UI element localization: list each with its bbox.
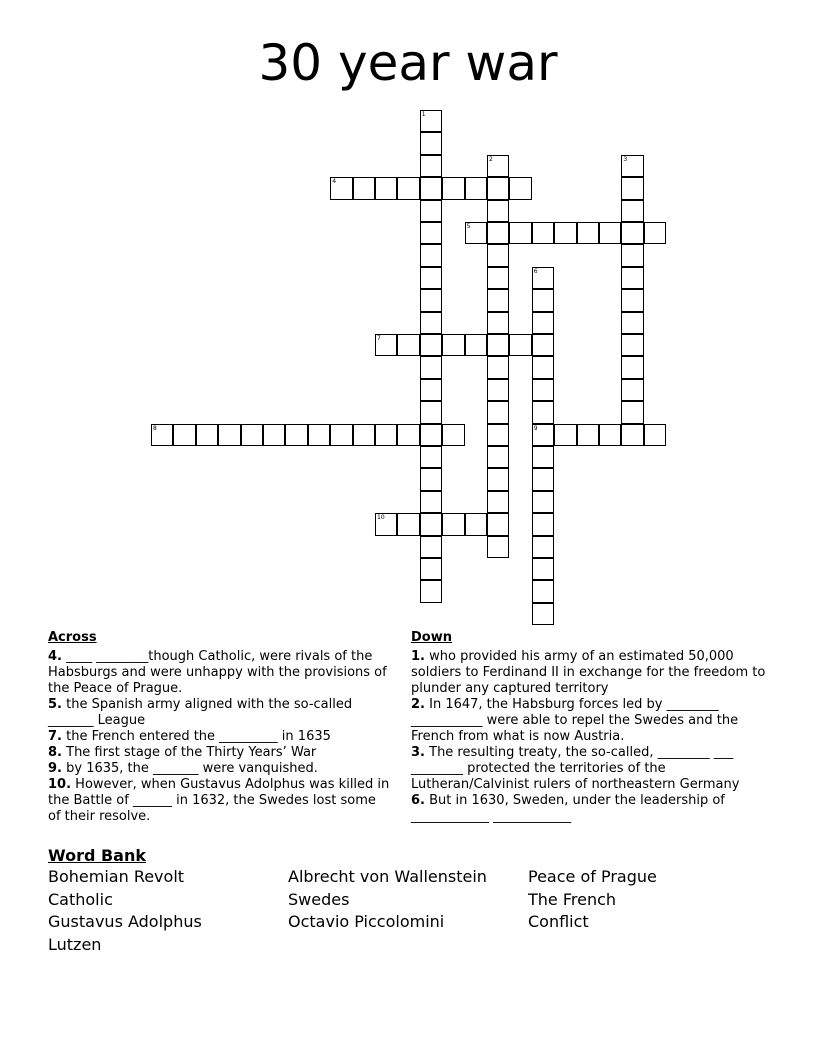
crossword-cell[interactable] xyxy=(420,424,442,446)
crossword-cell[interactable] xyxy=(621,200,643,222)
crossword-cell[interactable] xyxy=(420,513,442,535)
clue-number-label: 3 xyxy=(623,155,628,163)
crossword-cell[interactable] xyxy=(151,424,173,446)
across-clue-list xyxy=(48,649,390,825)
crossword-cell[interactable] xyxy=(487,491,509,513)
crossword-cell[interactable] xyxy=(420,379,442,401)
crossword-cell[interactable] xyxy=(420,491,442,513)
crossword-cell[interactable] xyxy=(420,356,442,378)
crossword-cell[interactable] xyxy=(487,244,509,266)
clue-number-label: 9 xyxy=(533,424,538,432)
clue-text: The first stage of the Thirty Years’ War xyxy=(66,745,317,760)
crossword-cell[interactable] xyxy=(621,222,643,244)
clue-number: 2. xyxy=(411,697,425,712)
crossword-cell[interactable] xyxy=(532,222,554,244)
clue-number-label: 10 xyxy=(377,514,385,522)
crossword-cell[interactable] xyxy=(487,200,509,222)
crossword-cell[interactable] xyxy=(442,513,464,535)
clue-number: 6. xyxy=(411,793,425,808)
clue-number: 3. xyxy=(411,745,425,760)
crossword-cell[interactable] xyxy=(420,558,442,580)
crossword-cell[interactable] xyxy=(487,155,509,177)
crossword-cell[interactable] xyxy=(487,289,509,311)
down-clue xyxy=(411,697,766,745)
crossword-cell[interactable] xyxy=(621,379,643,401)
crossword-cell[interactable] xyxy=(285,424,307,446)
crossword-cell[interactable] xyxy=(621,289,643,311)
crossword-cell[interactable] xyxy=(487,177,509,199)
across-clue xyxy=(48,697,390,729)
crossword-cell[interactable] xyxy=(465,177,487,199)
crossword-cell[interactable] xyxy=(621,177,643,199)
crossword-cell[interactable] xyxy=(621,424,643,446)
clue-number-label: 5 xyxy=(466,223,471,230)
word-bank-item: Bohemian Revolt xyxy=(48,867,185,886)
word-bank-item: The French xyxy=(528,889,617,909)
crossword-cell[interactable] xyxy=(420,580,442,602)
across-clues xyxy=(48,630,390,825)
crossword-cell[interactable] xyxy=(487,536,509,558)
clue-text: However, when Gustavus Adolphus was killed in the Battle of ______ in 1632, the Swedes lost some of their resolve. xyxy=(48,777,390,824)
across-clue xyxy=(48,761,390,777)
clue-text: the French entered the _________ in 1635 xyxy=(66,729,331,744)
crossword-cell[interactable] xyxy=(577,424,599,446)
crossword-cell[interactable] xyxy=(532,379,554,401)
crossword-cell[interactable] xyxy=(487,222,509,244)
clue-text: In 1647, the Habsburg forces led by ________ ___________ were able to repel the Swedes and the French from what is now Austria. xyxy=(411,697,739,744)
crossword-cell[interactable] xyxy=(420,244,442,266)
clue-number-label: 2 xyxy=(489,155,493,163)
down-clue-list xyxy=(411,649,766,825)
clue-number-label: 8 xyxy=(153,424,157,432)
crossword-cell[interactable] xyxy=(532,580,554,602)
across-clue xyxy=(48,729,390,745)
clue-number: 9. xyxy=(48,761,62,776)
crossword-cell[interactable] xyxy=(487,312,509,334)
crossword-cell[interactable] xyxy=(487,513,509,535)
crossword-cell[interactable] xyxy=(509,334,531,356)
crossword-cell[interactable] xyxy=(599,424,621,446)
crossword-cell[interactable] xyxy=(532,424,554,446)
crossword-cell[interactable] xyxy=(621,267,643,289)
across-clue xyxy=(48,777,390,825)
crossword-cell[interactable] xyxy=(375,424,397,446)
crossword-cell[interactable] xyxy=(420,289,442,311)
clue-number-label: 1 xyxy=(421,111,426,118)
crossword-cell[interactable] xyxy=(532,536,554,558)
down-heading: Down xyxy=(411,630,452,645)
clue-number-label: 7 xyxy=(377,335,381,342)
crossword-cell[interactable] xyxy=(487,356,509,378)
across-clue xyxy=(48,649,390,697)
word-bank-item: Albrecht von Wallenstein xyxy=(288,867,487,886)
crossword-cell[interactable] xyxy=(420,177,442,199)
crossword-cell[interactable] xyxy=(420,222,442,244)
crossword-cell[interactable] xyxy=(353,177,375,199)
crossword-cell[interactable] xyxy=(420,267,442,289)
crossword-cell[interactable] xyxy=(621,334,643,356)
crossword-cell[interactable] xyxy=(532,446,554,468)
crossword-cell[interactable] xyxy=(397,177,419,199)
crossword-cell[interactable] xyxy=(487,267,509,289)
crossword-cell[interactable] xyxy=(487,424,509,446)
crossword-cell[interactable] xyxy=(621,244,643,266)
down-clue xyxy=(411,745,766,793)
across-heading: Across xyxy=(48,630,97,645)
crossword-cell[interactable] xyxy=(420,132,442,154)
crossword-cell[interactable] xyxy=(375,177,397,199)
crossword-cell[interactable] xyxy=(621,312,643,334)
crossword-cell[interactable] xyxy=(375,513,397,535)
crossword-cell[interactable] xyxy=(442,334,464,356)
crossword-cell[interactable] xyxy=(218,424,240,446)
clue-text: who provided his army of an estimated 50,000 soldiers to Ferdinand II in exchange for the freedom to plunder any captured territory xyxy=(411,649,766,696)
down-clues xyxy=(411,630,766,825)
crossword-cell[interactable] xyxy=(554,424,576,446)
crossword-cell[interactable] xyxy=(532,491,554,513)
crossword-cell[interactable] xyxy=(532,401,554,423)
clue-text: ____ ________though Catholic, were rivals of the Habsburgs and were unhappy with the provisions of the Peace of Prague. xyxy=(48,649,387,696)
crossword-cell[interactable] xyxy=(532,468,554,490)
crossword-cell[interactable] xyxy=(532,334,554,356)
crossword-cell[interactable] xyxy=(644,424,666,446)
crossword-cell[interactable] xyxy=(465,334,487,356)
crossword-cell[interactable] xyxy=(442,177,464,199)
crossword-cell[interactable] xyxy=(577,222,599,244)
crossword-cell[interactable] xyxy=(330,177,352,199)
crossword-cell[interactable] xyxy=(330,424,352,446)
crossword-cell[interactable] xyxy=(442,424,464,446)
crossword-cell[interactable] xyxy=(263,424,285,446)
crossword-cell[interactable] xyxy=(621,401,643,423)
crossword-cell[interactable] xyxy=(621,356,643,378)
crossword-cell[interactable] xyxy=(397,334,419,356)
crossword-cell[interactable] xyxy=(397,513,419,535)
crossword-cell[interactable] xyxy=(465,222,487,244)
crossword-cell[interactable] xyxy=(196,424,218,446)
word-bank-title: Word Bank xyxy=(48,846,147,865)
word-bank-item: Lutzen xyxy=(48,934,102,954)
clue-text: The resulting treaty, the so-called, ________ ___ ________ protected the territories of the Lutheran/Calvinist rulers of northeastern Germany xyxy=(411,745,740,792)
crossword-cell[interactable] xyxy=(487,334,509,356)
word-bank-item: Peace of Prague xyxy=(528,867,657,886)
crossword-cell[interactable] xyxy=(644,222,666,244)
down-clue xyxy=(411,649,766,697)
clue-number-label: 6 xyxy=(533,267,538,275)
crossword-cell[interactable] xyxy=(241,424,263,446)
word-bank-item: Swedes xyxy=(288,889,350,909)
crossword-cell[interactable] xyxy=(487,468,509,490)
word-bank-item: Conflict xyxy=(528,912,589,931)
clue-number: 10. xyxy=(48,777,72,792)
crossword-cell[interactable] xyxy=(420,110,442,132)
crossword-cell[interactable] xyxy=(487,379,509,401)
crossword-cell[interactable] xyxy=(532,558,554,580)
clue-number: 1. xyxy=(411,649,425,664)
crossword-cell[interactable] xyxy=(420,334,442,356)
word-bank-item: Octavio Piccolomini xyxy=(288,912,445,931)
word-bank-item: Catholic xyxy=(48,889,113,909)
clue-text: the Spanish army aligned with the so-called _______ League xyxy=(48,697,353,728)
crossword-cell[interactable] xyxy=(353,424,375,446)
crossword-cell[interactable] xyxy=(420,155,442,177)
word-bank-list xyxy=(48,866,768,956)
clue-number: 4. xyxy=(48,649,62,664)
crossword-cell[interactable] xyxy=(420,401,442,423)
crossword-cell[interactable] xyxy=(465,513,487,535)
clue-number: 5. xyxy=(48,697,62,712)
clue-text: by 1635, the _______ were vanquished. xyxy=(66,761,318,776)
crossword-cell[interactable] xyxy=(308,424,330,446)
across-clue xyxy=(48,745,390,761)
crossword-cell[interactable] xyxy=(487,401,509,423)
clue-number: 8. xyxy=(48,745,62,760)
crossword-cell[interactable] xyxy=(532,603,554,625)
clue-number-label: 4 xyxy=(332,178,337,186)
word-bank-item: Gustavus Adolphus xyxy=(48,912,202,931)
down-clue xyxy=(411,793,766,825)
word-bank xyxy=(48,846,768,956)
clue-number: 7. xyxy=(48,729,62,744)
crossword-cell[interactable] xyxy=(532,513,554,535)
crossword-cell[interactable] xyxy=(420,536,442,558)
crossword-cell[interactable] xyxy=(532,289,554,311)
crossword-cell[interactable] xyxy=(509,222,531,244)
crossword-cell[interactable] xyxy=(420,468,442,490)
crossword-cell[interactable] xyxy=(532,312,554,334)
crossword-cell[interactable] xyxy=(554,222,576,244)
crossword-cell[interactable] xyxy=(420,312,442,334)
crossword-cell[interactable] xyxy=(532,267,554,289)
crossword-cell[interactable] xyxy=(532,356,554,378)
crossword-cell[interactable] xyxy=(397,424,419,446)
crossword-cell[interactable] xyxy=(487,446,509,468)
crossword-cell[interactable] xyxy=(173,424,195,446)
page-title: 30 year war xyxy=(258,34,558,92)
crossword-cell[interactable] xyxy=(375,334,397,356)
crossword-cell[interactable] xyxy=(621,155,643,177)
crossword-cell[interactable] xyxy=(420,446,442,468)
clue-text: But in 1630, Sweden, under the leadership of ____________ ____________ xyxy=(411,793,725,824)
crossword-cell[interactable] xyxy=(509,177,531,199)
crossword-cell[interactable] xyxy=(420,200,442,222)
crossword-cell[interactable] xyxy=(599,222,621,244)
